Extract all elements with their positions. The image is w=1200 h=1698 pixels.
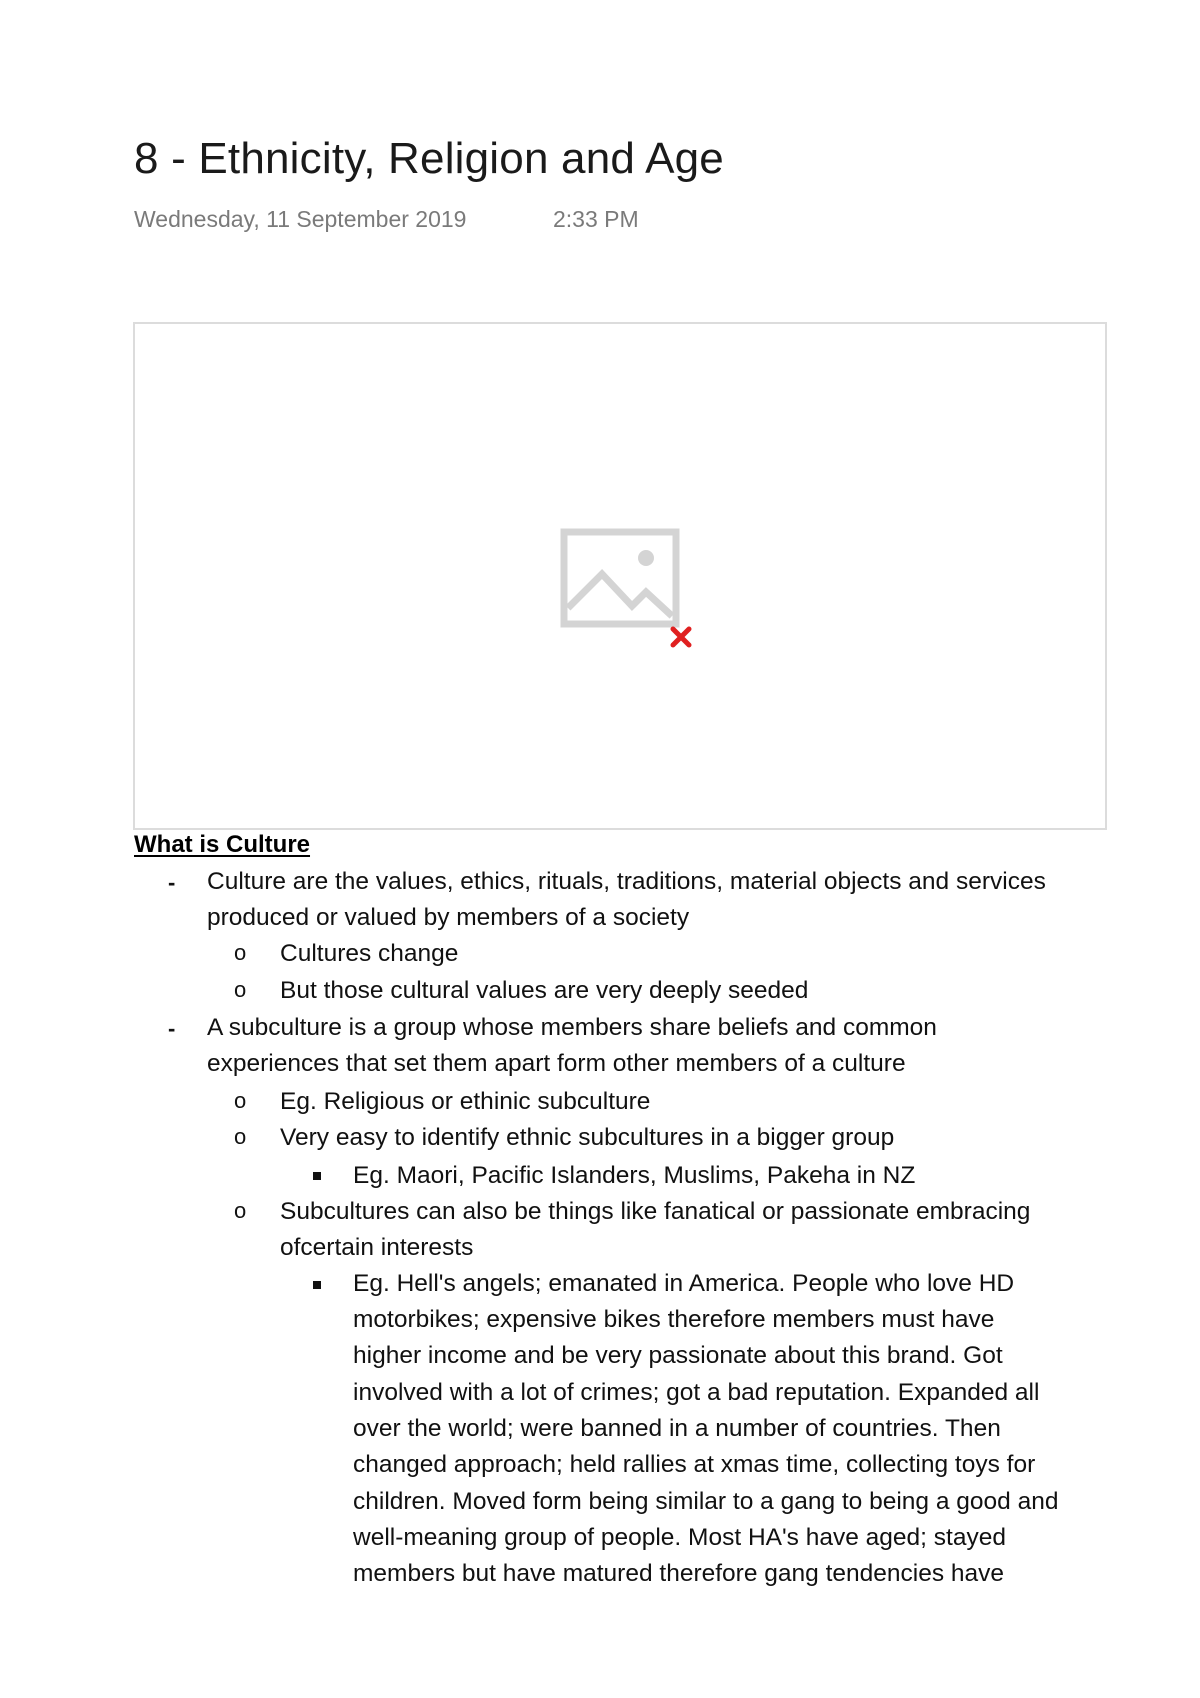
list-item-text: Eg. Maori, Pacific Islanders, Muslims, Pakeha in NZ (353, 1162, 916, 1189)
list-item-text: Subcultures can also be things like fanatical or passionate embracing (280, 1198, 1031, 1225)
list-item-text: ofcertain interests (280, 1234, 474, 1261)
list-item-text: A subculture is a group whose members share beliefs and common (207, 1014, 937, 1041)
list-item-text: higher income and be very passionate about this brand. Got (353, 1342, 1003, 1369)
list-item-text: Culture are the values, ethics, rituals, traditions, material objects and services (207, 868, 1046, 895)
circle-bullet: o (234, 977, 247, 1002)
list-item-text: motorbikes; expensive bikes therefore members must have (353, 1306, 995, 1333)
list-item-text: experiences that set them apart form other members of a culture (207, 1050, 906, 1077)
list-item-text: members but have matured therefore gang tendencies have (353, 1560, 1005, 1587)
image-placeholder-icon (560, 528, 680, 628)
list-item-text: produced or valued by members of a society (207, 904, 690, 931)
list-item-text: But those cultural values are very deeply seeded (280, 977, 809, 1004)
broken-image-x-icon (670, 626, 692, 648)
list-item-text: Cultures change (280, 940, 459, 967)
list-item-text: Eg. Religious or ethinic subculture (280, 1088, 651, 1115)
section-heading: What is Culture (134, 831, 311, 858)
list-item-text: involved with a lot of crimes; got a bad reputation. Expanded all (353, 1379, 1040, 1406)
page-title: 8 - Ethnicity, Religion and Age (134, 134, 724, 183)
circle-bullet: o (234, 1198, 247, 1223)
list-item-text: Eg. Hell's angels; emanated in America. People who love HD (353, 1270, 1015, 1297)
list-item-text: well-meaning group of people. Most HA's have aged; stayed (353, 1524, 1006, 1551)
list-item-text: over the world; were banned in a number of countries. Then (353, 1415, 1001, 1442)
list-item-text: children. Moved form being similar to a gang to being a good and (353, 1488, 1059, 1515)
dash-bullet: - (168, 870, 176, 895)
square-bullet (313, 1281, 321, 1289)
circle-bullet: o (234, 940, 247, 965)
circle-bullet: o (234, 1088, 247, 1113)
list-item-text: Very easy to identify ethnic subcultures in a bigger group (280, 1124, 895, 1151)
dash-bullet: - (168, 1016, 176, 1041)
page-time: 2:33 PM (553, 206, 639, 232)
page-date: Wednesday, 11 September 2019 (134, 206, 467, 232)
circle-bullet: o (234, 1124, 247, 1149)
square-bullet (313, 1172, 321, 1180)
list-item-text: changed approach; held rallies at xmas time, collecting toys for (353, 1451, 1036, 1478)
